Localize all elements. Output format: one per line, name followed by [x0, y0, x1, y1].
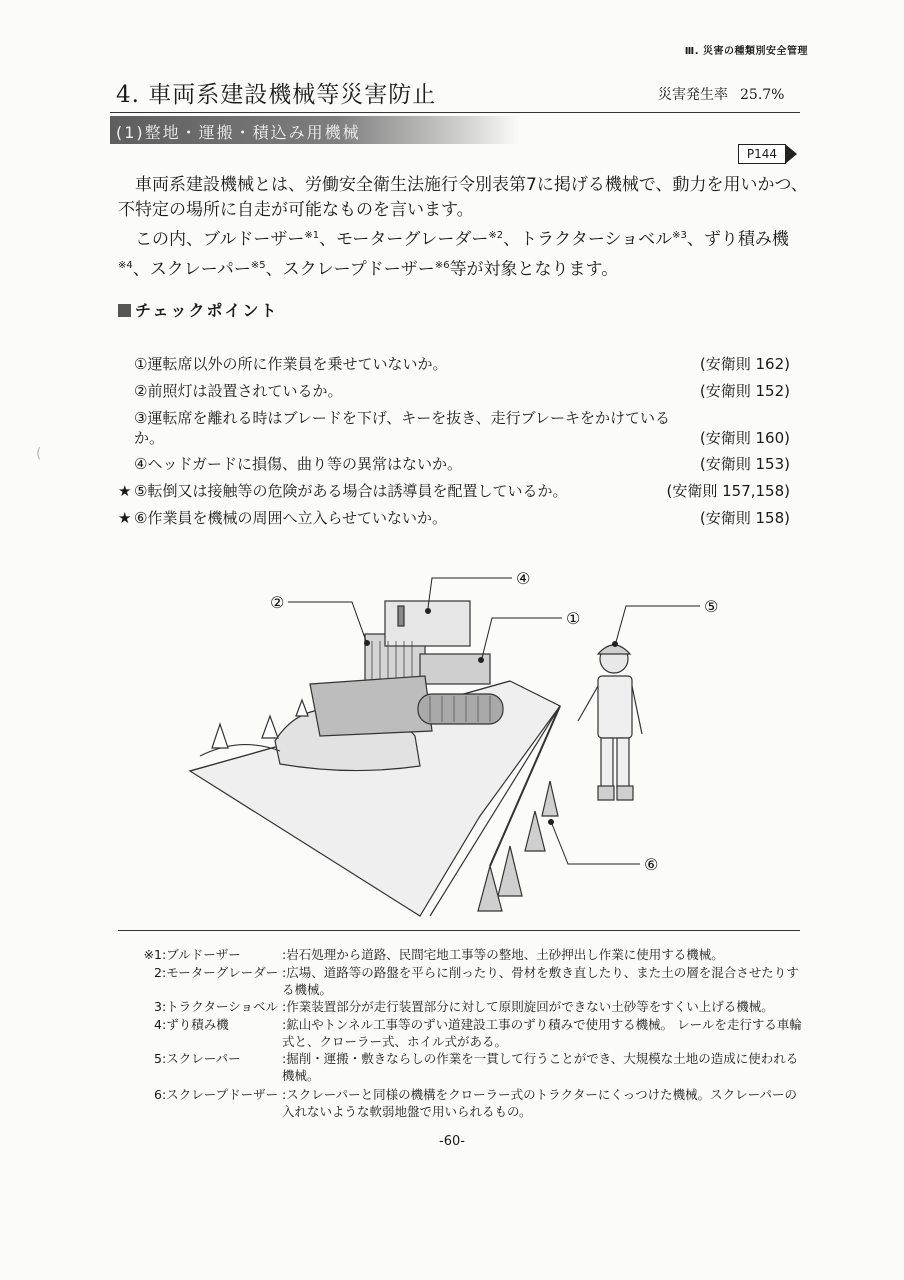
footnote-item: 4:ずり積み機 :鉱山やトンネル工事等のずい道建設工事のずり積みで使用する機械。 レールを走行する車輪式と、クローラー式、ホイル式がある。	[154, 1017, 802, 1049]
footnote-rule	[118, 930, 800, 931]
checkpoint-item: ①運転席以外の所に作業員を乗せていないか。 (安衛則 162)	[134, 355, 790, 373]
subheading-band	[110, 116, 520, 144]
square-bullet-icon	[118, 304, 131, 317]
footnote-item: 2:モーターグレーダー :広場、道路等の路盤を平らに削ったり、骨材を敷き直したり、また土の層を混合させたりする機械。	[154, 965, 799, 997]
callout-4: ④	[516, 569, 531, 588]
intro-paragraph-1: 車両系建設機械とは、労働安全衛生法施行令別表第7に掲げる機械で、動力を用いかつ、不特定の場所に自走が可能なものを言います。	[118, 175, 808, 220]
checkpoint-item: ③運転席を離れる時はブレードを下げ、キーを抜き、走行ブレーキをかけているか。 (安衛則 160)	[134, 409, 790, 447]
checkpoint-item: ★ ⑤転倒又は接触等の危険がある場合は誘導員を配置しているか。 (安衛則 157,158)	[118, 482, 790, 500]
callout-5: ⑤	[704, 597, 719, 616]
page-number: -60-	[439, 1134, 465, 1149]
arrow-right-icon	[785, 144, 797, 164]
scan-artifact: (	[36, 446, 42, 462]
section-title: 4. 車両系建設機械等災害防止	[116, 82, 437, 108]
title-rule	[110, 112, 800, 113]
footnote-item: ※1:ブルドーザー :岩石処理から道路、民間宅地工事等の整地、土砂押出し作業に使用する機械。	[143, 947, 724, 962]
callout-2: ②	[270, 593, 285, 612]
checkpoint-heading: チェックポイント	[118, 298, 279, 321]
checkpoint-item: ★ ⑥作業員を機械の周囲へ立入らせていないか。 (安衛則 158)	[118, 509, 790, 527]
intro-paragraph-2: この内、ブルドーザー$^{※1}$、モーターグレーダー$^{※2}$、トラクターショベル$^{※3}$、ずり積み機$^{※4}$、スクレーパー$^{※5}$、スクレープドーザー$^{※6}$等が対象となります。	[118, 229, 789, 280]
accident-rate	[658, 84, 784, 104]
bulldozer-illustration	[180, 566, 740, 926]
subheading: (1)整地・運搬・積込み用機械	[116, 123, 361, 142]
accident-rate-label: 災害発生率	[658, 87, 728, 103]
running-head: Ⅲ. 災害の種類別安全管理	[684, 46, 808, 57]
intro-text	[118, 173, 808, 282]
checkpoint-item: ②前照灯は設置されているか。 (安衛則 152)	[134, 382, 790, 400]
footnote-item: 3:トラクターショベル :作業装置部分が走行装置部分に対して原則旋回ができない土砂等をすくい上げる機械。	[154, 999, 774, 1014]
callout-1: ①	[566, 609, 581, 628]
page-reference: P144	[738, 144, 786, 164]
footnote-item: 6:スクレープドーザー :スクレーパーと同様の機構をクローラー式のトラクターにくっつけた機械。スクレーパーの入れないような軟弱地盤で用いられるもの。	[154, 1087, 797, 1119]
checkpoint-item: ④ヘッドガードに損傷、曲り等の異常はないか。 (安衛則 153)	[134, 455, 790, 473]
callout-6: ⑥	[644, 855, 659, 874]
footnote-item: 5:スクレーパー :掘削・運搬・敷きならしの作業を一貫して行うことができ、大規模な土地の造成に使われる機械。	[154, 1051, 799, 1083]
accident-rate-value: 25.7%	[740, 87, 785, 103]
